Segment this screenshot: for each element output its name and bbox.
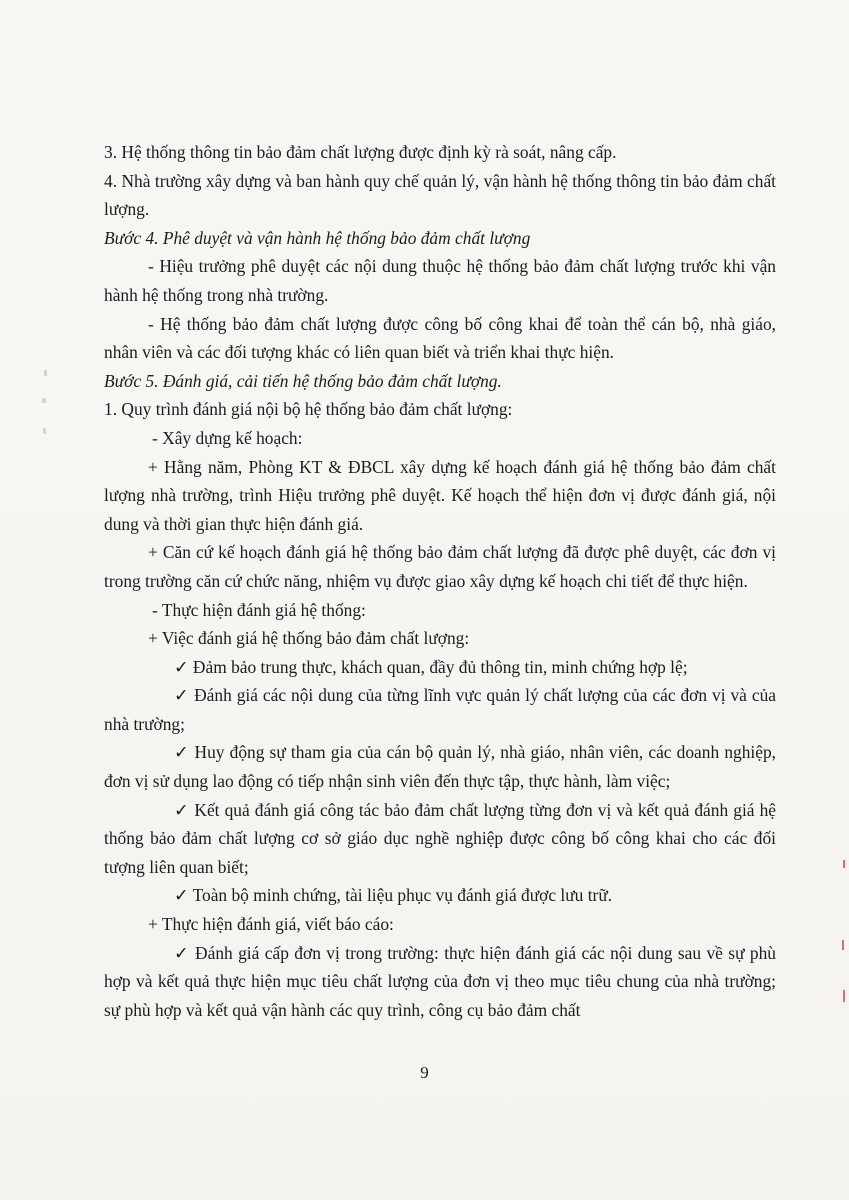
- text-line-0: 3. Hệ thống thông tin bảo đảm chất lượng được định kỳ rà soát, nâng cấp.: [104, 142, 617, 162]
- text-line-16: ✓ Toàn bộ minh chứng, tài liệu phục vụ đánh giá được lưu trữ.: [174, 885, 613, 906]
- text-line-15: ✓ Kết quả đánh giá công tác bảo đảm chất lượng từng đơn vị và kết quả đánh giá hệ thống bảo đảm chất lượng cơ sở giáo dục nghề nghiệp được công bố công khai cho các đối tượng liên quan biết;: [104, 799, 776, 877]
- scan-artifact: [42, 398, 46, 403]
- text-line-6: 1. Quy trình đánh giá nội bộ hệ thống bảo đảm chất lượng:: [104, 399, 513, 420]
- margin-mark: [843, 860, 845, 868]
- text-line-4: - Hệ thống bảo đảm chất lượng được công bố công khai để toàn thể cán bộ, nhà giáo, nhân viên và các đối tượng khác có liên quan biết và triển khai thực hiện.: [104, 313, 776, 363]
- text-line-7: - Xây dựng kế hoạch:: [152, 427, 303, 448]
- text-line-1: 4. Nhà trường xây dựng và ban hành quy chế quản lý, vận hành hệ thống thông tin bảo đảm chất lượng.: [104, 170, 776, 220]
- text-line-2: Bước 4. Phê duyệt và vận hành hệ thống bảo đảm chất lượng: [104, 227, 531, 248]
- margin-mark: [843, 990, 845, 1002]
- text-line-5: Bước 5. Đánh giá, cải tiến hệ thống bảo đảm chất lượng.: [104, 370, 502, 391]
- text-line-13: ✓ Đánh giá các nội dung của từng lĩnh vực quản lý chất lượng của các đơn vị và của nhà trường;: [104, 685, 776, 734]
- text-line-17: + Thực hiện đánh giá, viết báo cáo:: [148, 914, 394, 935]
- text-line-14: ✓ Huy động sự tham gia của cán bộ quản lý, nhà giáo, nhân viên, các doanh nghiệp, đơn vị sử dụng lao động có tiếp nhận sinh viên đến thực tập, thực hành, làm việc;: [104, 742, 776, 792]
- text-line-8: + Hằng năm, Phòng KT & ĐBCL xây dựng kế hoạch đánh giá hệ thống bảo đảm chất lượng nhà trường, trình Hiệu trưởng phê duyệt. Kế hoạch thể hiện đơn vị được đánh giá, nội dung và thời gian thực hiện đánh giá.: [104, 456, 776, 534]
- margin-mark: [842, 940, 844, 950]
- text-line-3: - Hiệu trưởng phê duyệt các nội dung thuộc hệ thống bảo đảm chất lượng trước khi vận hành hệ thống trong nhà trường.: [104, 256, 776, 305]
- scan-artifact: [44, 370, 47, 376]
- text-line-18: ✓ Đánh giá cấp đơn vị trong trường: thực hiện đánh giá các nội dung sau về sự phù hợp và kết quả thực hiện mục tiêu chất lượng của đơn vị theo mục tiêu chung của nhà trường; sự phù hợp và kết quả vận hành các quy trình, công cụ bảo đảm chất: [104, 942, 776, 1020]
- scan-artifact: [43, 428, 46, 434]
- text-line-9: + Căn cứ kế hoạch đánh giá hệ thống bảo đảm chất lượng đã được phê duyệt, các đơn vị trong trường căn cứ chức năng, nhiệm vụ được giao xây dựng kế hoạch chi tiết để thực hiện.: [104, 542, 776, 591]
- text-line-12: ✓ Đảm bảo trung thực, khách quan, đầy đủ thông tin, minh chứng hợp lệ;: [174, 656, 688, 677]
- page-number: 9: [420, 1063, 429, 1082]
- text-line-10: - Thực hiện đánh giá hệ thống:: [152, 599, 366, 620]
- document-body: [104, 138, 776, 1024]
- text-line-11: + Việc đánh giá hệ thống bảo đảm chất lượng:: [148, 628, 470, 649]
